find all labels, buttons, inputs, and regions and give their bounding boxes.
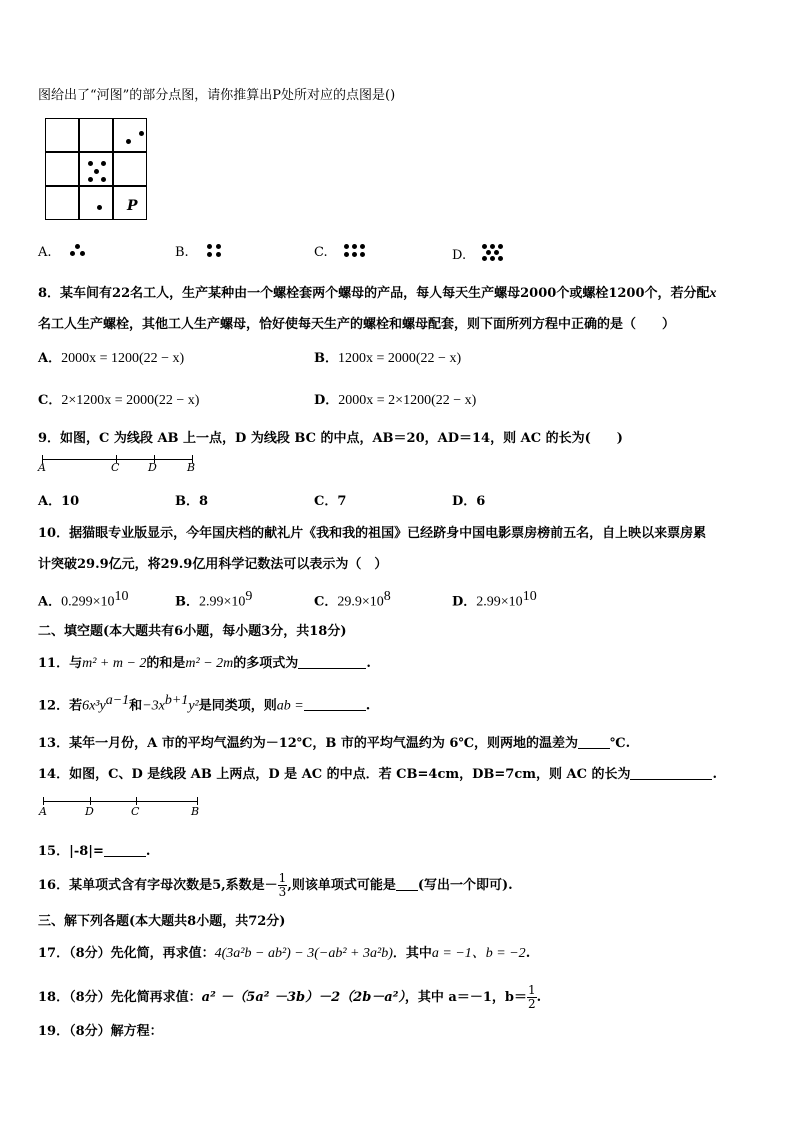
q9-option-d[interactable]: D．6: [452, 494, 486, 509]
p-label: P: [127, 198, 138, 214]
q8-option-d[interactable]: D．2000x = 2×1200(22 − x): [314, 393, 477, 408]
dot: [126, 139, 131, 144]
q10-option-c[interactable]: C．$29.9\times 10^8$: [314, 589, 391, 610]
point-c-label: C: [111, 461, 120, 474]
q8-option-c[interactable]: C．2×1200x = 2000(22 − x): [38, 393, 200, 408]
q10-line2: 计突破29.9亿元，将29.9亿用科学记数法可以表示为（ ）: [38, 557, 388, 572]
point-d-label: D: [148, 461, 157, 474]
q8-option-b[interactable]: B．1200x = 2000(22 − x): [314, 351, 462, 366]
q12-answer-blank[interactable]: [304, 697, 366, 711]
q10-option-a[interactable]: A．$0.299\times 10^{10}$: [38, 589, 129, 610]
point-b-label: B: [187, 461, 196, 474]
q14: 14．如图，C、D 是线段 AB 上两点，D 是 AC 的中点．若 CB=4cm，DB=7cm，则 AC 的长为 .: [38, 767, 718, 782]
q14-segment-figure: [38, 796, 204, 820]
q18: 18．（8分）先化简再求值：a² －（5a² －3b）－2（2b－a²），其中 a＝－1，b＝ $\frac{1}{2}$ .: [38, 983, 542, 1011]
q7-option-c[interactable]: C.: [314, 244, 370, 260]
q9-segment-figure: [38, 454, 198, 476]
six-dots-icon: [344, 244, 370, 256]
q7-option-d[interactable]: D.: [452, 244, 508, 263]
dot: [88, 177, 93, 182]
dot: [94, 169, 99, 174]
dot: [101, 161, 106, 166]
q16-answer-blank[interactable]: [396, 877, 418, 891]
three-dots-icon: [70, 244, 86, 256]
q8-option-a[interactable]: A．2000x = 1200(22 − x): [38, 351, 185, 366]
section-2-heading: 二、填空题(本大题共有6小题，每小题3分，共18分): [38, 624, 347, 639]
q8-line2: 名工人生产螺栓，其他工人生产螺母，恰好使每天生产的螺栓和螺母配套，则下面所列方程中正确的是（ ）: [38, 317, 676, 332]
q9-option-c[interactable]: C．7: [314, 494, 347, 509]
dot: [139, 131, 144, 136]
q12: 12．若$6x^3y^{a-1}$和$-3x^{b+1}y^2$是同类项，则ab = .: [38, 693, 371, 714]
q10-line1: 10．据猫眼专业版显示，今年国庆档的献礼片《我和我的祖国》已经跻身中国电影票房榜前五名，自上映以来票房累: [38, 526, 707, 541]
q9-option-a[interactable]: A．10: [38, 494, 80, 509]
point-d-label: D: [85, 805, 94, 818]
q15-answer-blank[interactable]: [104, 843, 146, 857]
q17: 17．（8分）先化简，再求值：4(3a²b − ab²) − 3(−ab² + 3a²b)．其中a = −1、b = −2.: [38, 946, 531, 961]
q7-stem: 图给出了“河图”的部分点图，请你推算出P处所对应的点图是(): [38, 88, 396, 103]
dot: [97, 205, 102, 210]
hetu-grid: [45, 118, 149, 222]
dot: [88, 161, 93, 166]
q9-option-b[interactable]: B．8: [175, 494, 209, 509]
q14-answer-blank[interactable]: [630, 766, 712, 780]
q7-option-b[interactable]: B.: [175, 244, 223, 260]
dot: [101, 177, 106, 182]
q15: 15．|-8|= .: [38, 844, 151, 859]
q10-option-b[interactable]: B．$2.99\times 10^9$: [175, 589, 253, 610]
q16: 16．某单项式含有字母次数是5,系数是－ $\frac{1}{3}$ ,则该单项式可能是 (写出一个即可).: [38, 871, 513, 899]
point-a-label: A: [39, 805, 47, 818]
section-3-heading: 三、解下列各题(本大题共8小题，共72分): [38, 914, 286, 929]
q9-stem: 9．如图，C 为线段 AB 上一点，D 为线段 BC 的中点，AB＝20，AD＝14，则 AC 的长为( ): [38, 431, 623, 446]
eight-dots-icon: [482, 244, 508, 262]
four-dots-icon: [207, 244, 223, 256]
point-a-label: A: [38, 461, 46, 474]
point-b-label: B: [191, 805, 200, 818]
point-c-label: C: [131, 805, 140, 818]
q8-line1: 8．某车间有22名工人，生产某种由一个螺栓套两个螺母的产品，每人每天生产螺母2000个或螺栓1200个，若分配x: [38, 286, 717, 301]
q10-option-d[interactable]: D．$2.99\times 10^{10}$: [452, 589, 537, 610]
q13-answer-blank[interactable]: [578, 735, 610, 749]
q7-option-a[interactable]: A.: [38, 244, 86, 260]
q19: 19．（8分）解方程：: [38, 1024, 163, 1039]
q11-answer-blank[interactable]: [298, 655, 366, 669]
q13: 13．某年一月份，A 市的平均气温约为－12℃，B 市的平均气温约为 6℃，则两地的温差为 ℃.: [38, 736, 631, 751]
q11: 11．与m² + m − 2的和是m² − 2m的多项式为 .: [38, 656, 371, 671]
